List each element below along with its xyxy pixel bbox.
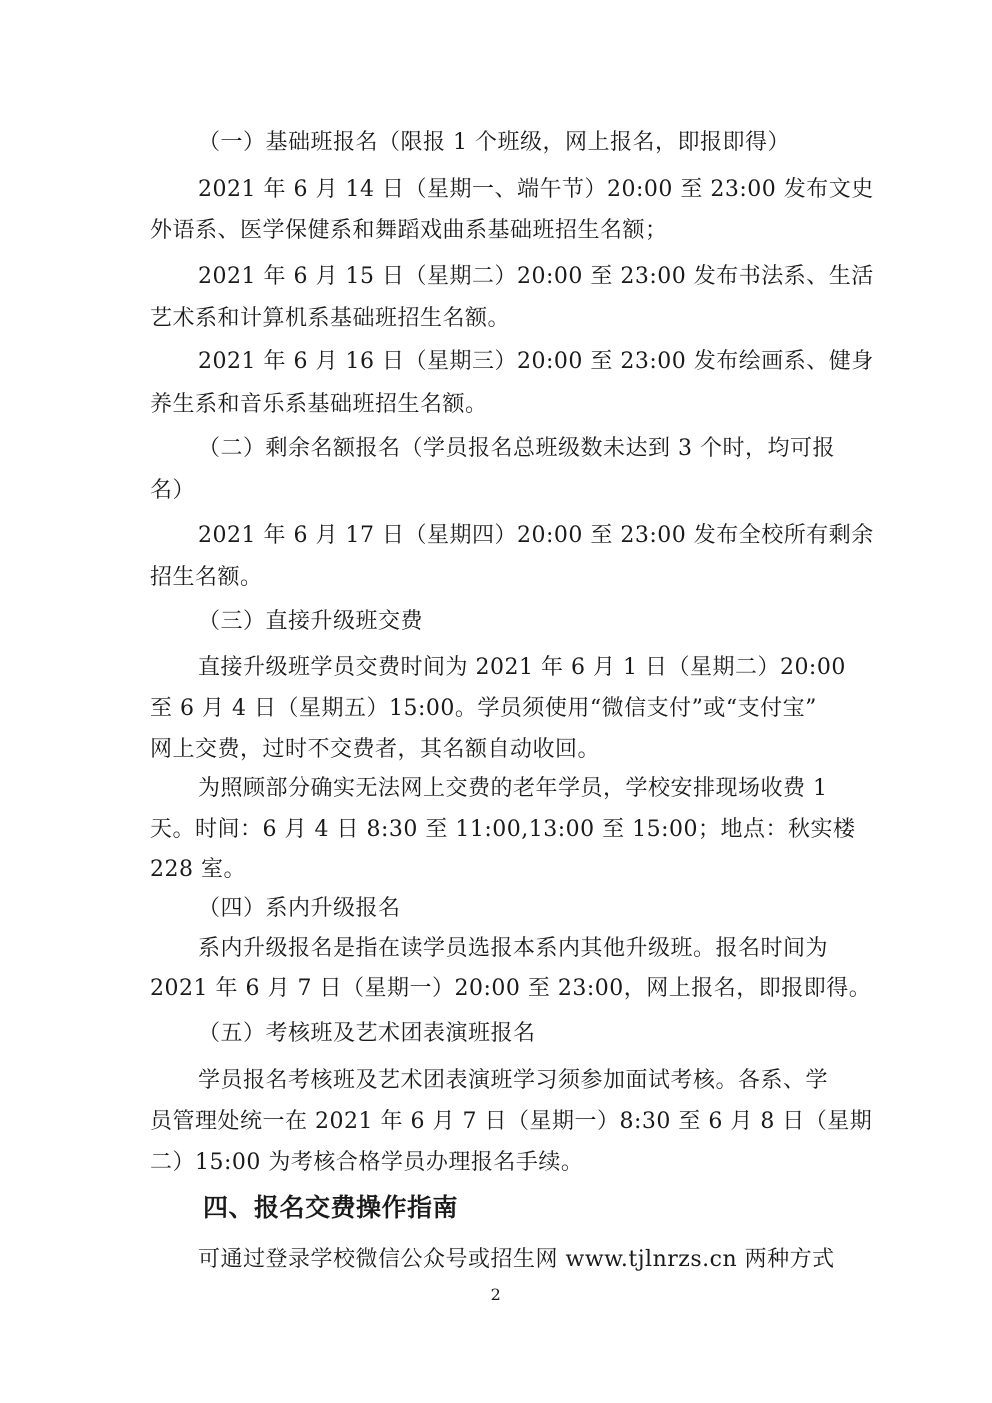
subheading-remaining-quota: （二）剩余名额报名（学员报名总班级数未达到 3 个时，均可报 [198,436,835,461]
paragraph-line: 2021 年 6 月 7 日（星期一）20:00 至 23:00，网上报名，即报即得。 [150,976,872,1001]
paragraph-line: 网上交费，过时不交费者，其名额自动收回。 [150,737,601,762]
paragraph-line: 员管理处统一在 2021 年 6 月 7 日（星期一）8:30 至 6 月 8 日（星期 [150,1109,873,1134]
paragraph-line: 2021 年 6 月 14 日（星期一、端午节）20:00 至 23:00 发布文史 [198,177,874,202]
paragraph-line: 艺术系和计算机系基础班招生名额。 [150,306,511,331]
paragraph-line: 天。时间：6 月 4 日 8:30 至 11:00,13:00 至 15:00；地点：秋实楼 [150,817,856,842]
paragraph-line: 二）15:00 为考核合格学员办理报名手续。 [150,1150,584,1175]
paragraph-line: 直接升级班学员交费时间为 2021 年 6 月 1 日（星期二）20:00 [198,655,846,680]
paragraph-line: 至 6 月 4 日（星期五）15:00。学员须使用“微信支付”或“支付宝” [150,696,817,721]
paragraph-line: 2021 年 6 月 17 日（星期四）20:00 至 23:00 发布全校所有剩余 [198,523,874,548]
subheading-direct-upgrade-fee: （三）直接升级班交费 [198,609,424,634]
paragraph-line: 可通过登录学校微信公众号或招生网 www.tjlnrzs.cn 两种方式 [198,1247,835,1272]
subheading-basic-class: （一）基础班报名（限报 1 个班级，网上报名，即报即得） [198,130,790,155]
page-number: 2 [490,1285,502,1304]
paragraph-line: 名） [150,478,196,503]
subheading-internal-upgrade: （四）系内升级报名 [198,896,401,921]
section-heading-operation-guide: 四、报名交费操作指南 [203,1193,459,1222]
paragraph-line: 为照顾部分确实无法网上交费的老年学员，学校安排现场收费 1 [198,776,828,801]
paragraph-line: 外语系、医学保健系和舞蹈戏曲系基础班招生名额； [150,218,668,243]
paragraph-line: 养生系和音乐系基础班招生名额。 [150,392,488,417]
subheading-assessment-class: （五）考核班及艺术团表演班报名 [198,1021,536,1046]
paragraph-line: 学员报名考核班及艺术团表演班学习须参加面试考核。各系、学 [198,1068,829,1093]
paragraph-line: 系内升级报名是指在读学员选报本系内其他升级班。报名时间为 [198,936,829,961]
paragraph-line: 招生名额。 [150,565,263,590]
paragraph-line: 228 室。 [150,857,246,882]
paragraph-line: 2021 年 6 月 16 日（星期三）20:00 至 23:00 发布绘画系、健身 [198,349,874,374]
paragraph-line: 2021 年 6 月 15 日（星期二）20:00 至 23:00 发布书法系、生活 [198,264,874,289]
